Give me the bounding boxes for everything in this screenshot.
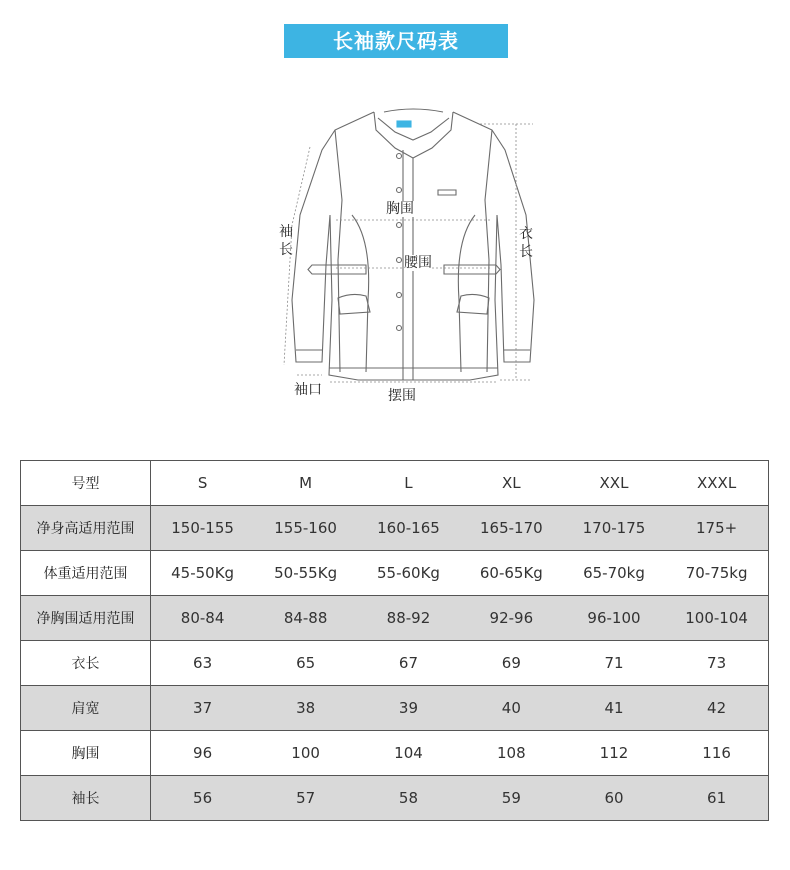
row-label-cell: 胸围 bbox=[21, 731, 151, 776]
jacket-drawing bbox=[0, 95, 790, 425]
table-row bbox=[21, 776, 769, 821]
table-header-row bbox=[21, 461, 769, 506]
table-row bbox=[21, 551, 769, 596]
table-cell: 155-160 bbox=[254, 506, 357, 551]
table-cell: 61 bbox=[665, 776, 768, 821]
table-cell: 37 bbox=[151, 686, 255, 731]
table-row bbox=[21, 596, 769, 641]
row-label-cell: 衣长 bbox=[21, 641, 151, 686]
table-cell: 92-96 bbox=[460, 596, 563, 641]
table-cell: 42 bbox=[665, 686, 768, 731]
table-cell: 39 bbox=[357, 686, 460, 731]
table-cell: 50-55Kg bbox=[254, 551, 357, 596]
table-cell: 96-100 bbox=[563, 596, 665, 641]
table-cell: 84-88 bbox=[254, 596, 357, 641]
table-cell: 38 bbox=[254, 686, 357, 731]
header-size-cell: S bbox=[151, 461, 255, 506]
header-size-cell: M bbox=[254, 461, 357, 506]
table-cell: 41 bbox=[563, 686, 665, 731]
row-label-cell: 体重适用范围 bbox=[21, 551, 151, 596]
row-label-cell: 净身高适用范围 bbox=[21, 506, 151, 551]
hem-label: 摆围 bbox=[388, 388, 416, 404]
table-row bbox=[21, 641, 769, 686]
table-cell: 60 bbox=[563, 776, 665, 821]
table-cell: 60-65Kg bbox=[460, 551, 563, 596]
size-table bbox=[20, 460, 769, 821]
garment-length-label-bottom: 长 bbox=[519, 244, 533, 260]
table-cell: 57 bbox=[254, 776, 357, 821]
table-cell: 165-170 bbox=[460, 506, 563, 551]
table-cell: 55-60Kg bbox=[357, 551, 460, 596]
table-cell: 40 bbox=[460, 686, 563, 731]
header-size-cell: L bbox=[357, 461, 460, 506]
table-row bbox=[21, 506, 769, 551]
table-cell: 100 bbox=[254, 731, 357, 776]
table-cell: 170-175 bbox=[563, 506, 665, 551]
table-cell: 150-155 bbox=[151, 506, 255, 551]
table-cell: 69 bbox=[460, 641, 563, 686]
chest-label: 胸围 bbox=[386, 201, 414, 217]
table-row bbox=[21, 731, 769, 776]
table-cell: 112 bbox=[563, 731, 665, 776]
table-cell: 108 bbox=[460, 731, 563, 776]
sleeve-length-label-top: 袖 bbox=[279, 224, 293, 240]
header-size-cell: XXXL bbox=[665, 461, 768, 506]
table-cell: 45-50Kg bbox=[151, 551, 255, 596]
row-label-cell: 肩宽 bbox=[21, 686, 151, 731]
table-cell: 160-165 bbox=[357, 506, 460, 551]
header-label-cell: 号型 bbox=[21, 461, 151, 506]
table-cell: 59 bbox=[460, 776, 563, 821]
table-cell: 175+ bbox=[665, 506, 768, 551]
sleeve-length-label-bottom: 长 bbox=[279, 242, 293, 258]
row-label-cell: 袖长 bbox=[21, 776, 151, 821]
page-title: 长袖款尺码表 bbox=[284, 24, 508, 58]
table-cell: 104 bbox=[357, 731, 460, 776]
cuff-label: 袖口 bbox=[294, 382, 322, 398]
garment-length-label-top: 衣 bbox=[519, 226, 533, 242]
table-cell: 67 bbox=[357, 641, 460, 686]
table-cell: 58 bbox=[357, 776, 460, 821]
table-cell: 88-92 bbox=[357, 596, 460, 641]
table-cell: 56 bbox=[151, 776, 255, 821]
table-cell: 70-75kg bbox=[665, 551, 768, 596]
table-cell: 65-70kg bbox=[563, 551, 665, 596]
table-cell: 100-104 bbox=[665, 596, 768, 641]
table-cell: 71 bbox=[563, 641, 665, 686]
header-size-cell: XL bbox=[460, 461, 563, 506]
header-size-cell: XXL bbox=[563, 461, 665, 506]
table-cell: 65 bbox=[254, 641, 357, 686]
table-row bbox=[21, 686, 769, 731]
row-label-cell: 净胸围适用范围 bbox=[21, 596, 151, 641]
jacket-diagram bbox=[0, 95, 790, 425]
table-cell: 73 bbox=[665, 641, 768, 686]
table-cell: 96 bbox=[151, 731, 255, 776]
table-cell: 80-84 bbox=[151, 596, 255, 641]
table-cell: 63 bbox=[151, 641, 255, 686]
table-cell: 116 bbox=[665, 731, 768, 776]
waist-label: 腰围 bbox=[404, 255, 432, 271]
